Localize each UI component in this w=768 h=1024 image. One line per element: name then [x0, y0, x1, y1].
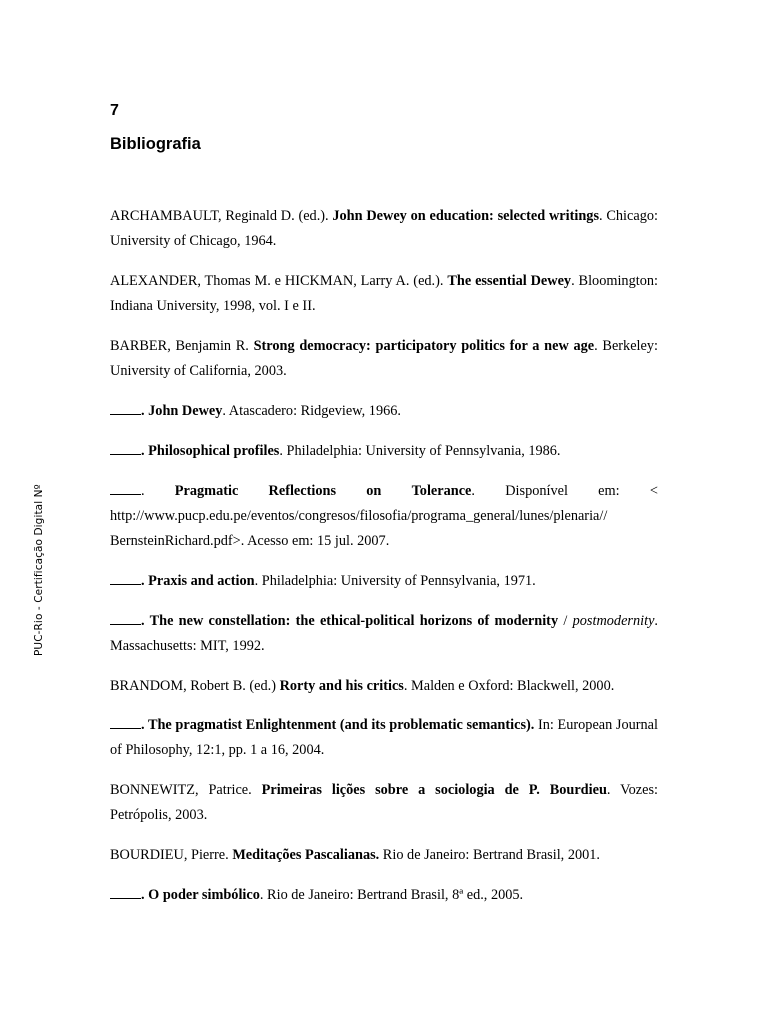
- entry-publication: . Vozes: Petrópolis, 2003.: [110, 782, 658, 823]
- entry-title: The essential Dewey: [447, 273, 572, 289]
- bibliography-entry: [110, 399, 658, 424]
- entry-title: Praxis and action: [148, 573, 255, 589]
- entry-author-separator: .: [141, 613, 150, 629]
- certification-stamp: PUC-Rio - Certificação Digital Nº: [33, 484, 45, 656]
- entry-publication: . Rio de Janeiro: Bertrand Brasil, 8ª ed., 2005.: [259, 887, 524, 903]
- entry-title: John Dewey on education: selected writings: [332, 208, 600, 224]
- entry-token: em:: [598, 483, 620, 499]
- entry-title: Strong democracy: participatory politics for a new age: [253, 338, 595, 354]
- bibliography-entry: [110, 609, 658, 659]
- entry-access-info: BernsteinRichard.pdf>. Acesso em: 15 jul. 2007.: [110, 533, 390, 549]
- repeated-author-line: [110, 612, 141, 625]
- entry-title: John Dewey: [148, 403, 223, 419]
- entry-publication: . Atascadero: Ridgeview, 1966.: [222, 403, 401, 419]
- repeated-author-line: [110, 716, 141, 729]
- entry-author: BRANDOM, Robert B. (ed.): [110, 678, 280, 694]
- bibliography-entry: [110, 439, 658, 464]
- entry-italic-title: postmodernity: [572, 613, 655, 629]
- entry-author: BONNEWITZ, Patrice.: [110, 782, 262, 798]
- repeated-author-line: [110, 402, 141, 415]
- entry-publication: Rio de Janeiro: Bertrand Brasil, 2001.: [379, 847, 600, 863]
- entry-token: .: [141, 483, 145, 499]
- entry-title: Philosophical profiles: [148, 443, 280, 459]
- entry-author-separator: .: [141, 573, 149, 589]
- entry-author-separator: .: [141, 443, 149, 459]
- entry-title: The pragmatist Enlightenment (and its problematic semantics).: [147, 717, 535, 733]
- repeated-author-line: [110, 886, 141, 899]
- entry-title: Primeiras lições sobre a sociologia de P. Bourdieu: [261, 782, 607, 798]
- entry-author: BOURDIEU, Pierre.: [110, 847, 233, 863]
- entry-publication: . Malden e Oxford: Blackwell, 2000.: [403, 678, 615, 694]
- bibliography-entry: [110, 204, 658, 254]
- entry-publication: . Chicago: University of Chicago, 1964.: [110, 208, 658, 249]
- entry-token: Pragmatic: [174, 483, 239, 499]
- entry-token: <: [649, 483, 658, 499]
- entry-token: Disponível: [505, 483, 568, 499]
- entry-token: on: [366, 483, 382, 499]
- entry-author-separator: .: [141, 887, 149, 903]
- entry-author: ARCHAMBAULT, Reginald D. (ed.).: [110, 208, 333, 224]
- bibliography-entry: [110, 334, 658, 384]
- entry-publication: . Massachusetts: MIT, 1992.: [110, 613, 658, 654]
- repeated-author-line: [110, 482, 141, 495]
- entry-publication: . Bloomington: Indiana University, 1998, vol. I e II.: [110, 273, 658, 314]
- chapter-title: Bibliografia: [110, 135, 201, 153]
- bibliography-entry: [110, 674, 658, 699]
- entry-author-separator: .: [141, 717, 148, 733]
- entry-author-separator: .: [141, 403, 149, 419]
- repeated-author-line: [110, 572, 141, 585]
- repeated-author-line: [110, 442, 141, 455]
- chapter-number: 7: [110, 102, 119, 119]
- bibliography-entry: [110, 843, 658, 868]
- entry-token: Reflections: [268, 483, 337, 499]
- entry-url: http://www.pucp.edu.pe/eventos/congresos/filosofia/programa_general/lunes/plenaria//: [110, 508, 608, 524]
- entry-publication: In: European Journal of Philosophy, 12:1, pp. 1 a 16, 2004.: [110, 717, 658, 758]
- bibliography-entry: [110, 269, 658, 319]
- entry-separator: /: [558, 613, 573, 629]
- entry-author: ALEXANDER, Thomas M. e HICKMAN, Larry A. (ed.).: [110, 273, 448, 289]
- entry-title: Meditações Pascalianas.: [232, 847, 380, 863]
- bibliography-entry: [110, 713, 658, 763]
- bibliography-entry: [110, 778, 658, 828]
- entry-publication: . Philadelphia: University of Pennsylvania, 1986.: [279, 443, 561, 459]
- entry-token: .: [471, 483, 475, 499]
- entry-title: Rorty and his critics: [279, 678, 404, 694]
- entry-token: Tolerance: [411, 483, 472, 499]
- entry-title: O poder simbólico: [148, 887, 260, 903]
- entry-author: BARBER, Benjamin R.: [110, 338, 254, 354]
- entry-publication: . Berkeley: University of California, 2003.: [110, 338, 658, 379]
- bibliography-entry: [110, 479, 658, 554]
- entry-first-line: [110, 479, 658, 504]
- entry-title: The new constellation: the ethical-political horizons of modernity: [149, 613, 559, 629]
- bibliography-entry: [110, 569, 658, 594]
- entry-publication: . Philadelphia: University of Pennsylvania, 1971.: [254, 573, 536, 589]
- bibliography-entry: [110, 883, 658, 908]
